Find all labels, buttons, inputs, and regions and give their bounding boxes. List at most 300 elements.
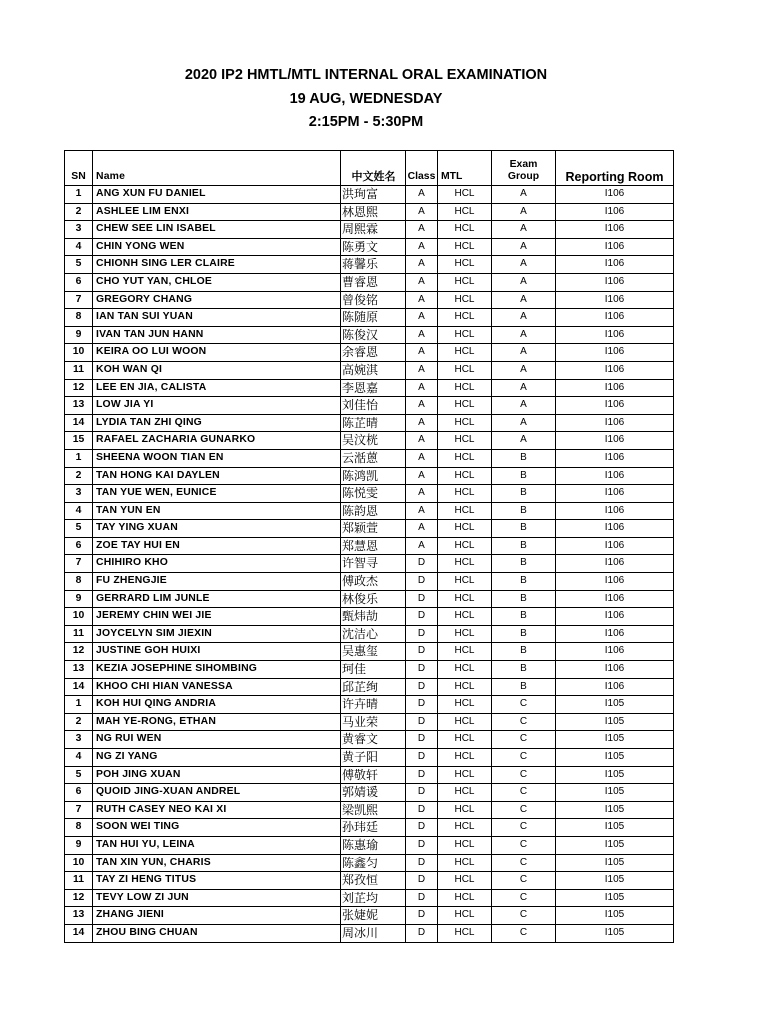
cell-reporting-room: I106 [556,379,674,397]
cell-chinese-name: 郭婧谖 [341,784,406,802]
cell-chinese-name: 郑慧恩 [341,537,406,555]
cell-exam-group: A [492,432,556,450]
cell-name: TAN HUI YU, LEINA [93,836,341,854]
cell-class: A [406,344,438,362]
cell-exam-group: B [492,502,556,520]
cell-mtl: HCL [438,854,492,872]
cell-mtl: HCL [438,608,492,626]
cell-chinese-name: 张婕妮 [341,907,406,925]
table-row [65,836,674,854]
cell-reporting-room: I106 [556,590,674,608]
cell-reporting-room: I105 [556,872,674,890]
cell-sn: 2 [65,713,93,731]
cell-chinese-name: 傅政杰 [341,573,406,591]
cell-sn: 9 [65,836,93,854]
cell-name: KEIRA OO LUI WOON [93,344,341,362]
cell-class: D [406,643,438,661]
cell-mtl: HCL [438,924,492,942]
cell-reporting-room: I106 [556,432,674,450]
cell-class: D [406,713,438,731]
cell-name: TAN XIN YUN, CHARIS [93,854,341,872]
cell-class: D [406,924,438,942]
cell-chinese-name: 蒋馨乐 [341,256,406,274]
col-header-sn: SN [65,151,93,186]
cell-mtl: HCL [438,326,492,344]
cell-reporting-room: I106 [556,573,674,591]
cell-mtl: HCL [438,784,492,802]
cell-class: A [406,432,438,450]
cell-exam-group: A [492,256,556,274]
cell-sn: 1 [65,449,93,467]
cell-exam-group: A [492,203,556,221]
cell-chinese-name: 曹睿恩 [341,273,406,291]
cell-name: JOYCELYN SIM JIEXIN [93,625,341,643]
cell-class: D [406,766,438,784]
cell-exam-group: C [492,836,556,854]
cell-mtl: HCL [438,819,492,837]
cell-exam-group: B [492,590,556,608]
cell-sn: 9 [65,590,93,608]
cell-exam-group: C [492,731,556,749]
cell-class: D [406,608,438,626]
cell-class: A [406,273,438,291]
cell-class: D [406,907,438,925]
cell-mtl: HCL [438,186,492,204]
cell-sn: 13 [65,661,93,679]
cell-name: IVAN TAN JUN HANN [93,326,341,344]
cell-reporting-room: I106 [556,309,674,327]
cell-chinese-name: 梁凯熙 [341,801,406,819]
cell-sn: 5 [65,766,93,784]
table-row [65,203,674,221]
cell-exam-group: A [492,344,556,362]
cell-reporting-room: I105 [556,713,674,731]
cell-chinese-name: 陈惠瑜 [341,836,406,854]
cell-chinese-name: 甄炜劼 [341,608,406,626]
cell-reporting-room: I106 [556,256,674,274]
cell-exam-group: C [492,713,556,731]
cell-name: FU ZHENGJIE [93,573,341,591]
cell-chinese-name: 陈芷晴 [341,414,406,432]
cell-mtl: HCL [438,520,492,538]
cell-class: A [406,537,438,555]
cell-chinese-name: 孙玮廷 [341,819,406,837]
cell-sn: 15 [65,432,93,450]
cell-class: D [406,696,438,714]
cell-class: A [406,467,438,485]
cell-sn: 2 [65,203,93,221]
cell-reporting-room: I106 [556,361,674,379]
cell-chinese-name: 邱芷绚 [341,678,406,696]
cell-reporting-room: I106 [556,273,674,291]
cell-class: A [406,291,438,309]
cell-class: A [406,361,438,379]
cell-class: A [406,309,438,327]
cell-class: D [406,590,438,608]
cell-reporting-room: I105 [556,801,674,819]
cell-class: A [406,485,438,503]
cell-chinese-name: 周冰川 [341,924,406,942]
cell-mtl: HCL [438,467,492,485]
cell-class: A [406,502,438,520]
cell-exam-group: B [492,520,556,538]
cell-exam-group: A [492,186,556,204]
cell-reporting-room: I106 [556,203,674,221]
cell-mtl: HCL [438,273,492,291]
table-row [65,573,674,591]
table-row [65,186,674,204]
cell-name: CHIONH SING LER CLAIRE [93,256,341,274]
cell-exam-group: B [492,555,556,573]
cell-name: GREGORY CHANG [93,291,341,309]
cell-reporting-room: I106 [556,625,674,643]
cell-exam-group: B [492,643,556,661]
table-body [65,186,674,943]
cell-name: CHO YUT YAN, CHLOE [93,273,341,291]
cell-name: ZHOU BING CHUAN [93,924,341,942]
cell-chinese-name: 黄睿文 [341,731,406,749]
cell-reporting-room: I106 [556,221,674,239]
cell-chinese-name: 刘佳怡 [341,397,406,415]
table-row [65,696,674,714]
cell-sn: 3 [65,485,93,503]
col-header-reporting-room: Reporting Room [556,151,674,186]
cell-class: D [406,661,438,679]
cell-sn: 1 [65,696,93,714]
table-row [65,502,674,520]
cell-exam-group: C [492,784,556,802]
cell-exam-group: C [492,907,556,925]
col-header-mtl: MTL [438,151,492,186]
cell-reporting-room: I106 [556,485,674,503]
cell-name: CHEW SEE LIN ISABEL [93,221,341,239]
cell-mtl: HCL [438,485,492,503]
col-header-chinese-name: 中文姓名 [341,151,406,186]
table-row [65,309,674,327]
cell-chinese-name: 黄子阳 [341,749,406,767]
table-row [65,485,674,503]
cell-mtl: HCL [438,414,492,432]
cell-name: IAN TAN SUI YUAN [93,309,341,327]
cell-mtl: HCL [438,749,492,767]
cell-name: JEREMY CHIN WEI JIE [93,608,341,626]
cell-class: A [406,256,438,274]
cell-class: A [406,238,438,256]
cell-exam-group: A [492,361,556,379]
cell-chinese-name: 陈随原 [341,309,406,327]
cell-exam-group: C [492,924,556,942]
cell-name: LYDIA TAN ZHI QING [93,414,341,432]
cell-mtl: HCL [438,555,492,573]
col-header-exam-group [492,151,556,186]
table-row [65,449,674,467]
cell-exam-group: A [492,379,556,397]
cell-exam-group: C [492,801,556,819]
cell-exam-group: B [492,573,556,591]
table-row [65,889,674,907]
cell-class: D [406,784,438,802]
cell-sn: 6 [65,537,93,555]
cell-class: A [406,221,438,239]
cell-exam-group: B [492,467,556,485]
table-row [65,625,674,643]
cell-name: KOH WAN QI [93,361,341,379]
cell-mtl: HCL [438,889,492,907]
table-row [65,854,674,872]
cell-reporting-room: I105 [556,731,674,749]
cell-class: D [406,889,438,907]
cell-exam-group: B [492,449,556,467]
cell-sn: 9 [65,326,93,344]
cell-chinese-name: 林俊乐 [341,590,406,608]
cell-reporting-room: I105 [556,836,674,854]
cell-reporting-room: I105 [556,854,674,872]
table-row [65,643,674,661]
cell-reporting-room: I106 [556,397,674,415]
cell-class: A [406,379,438,397]
cell-name: LOW JIA YI [93,397,341,415]
cell-class: A [406,449,438,467]
cell-name: LEE EN JIA, CALISTA [93,379,341,397]
cell-class: D [406,573,438,591]
table-row [65,713,674,731]
cell-sn: 14 [65,414,93,432]
cell-sn: 8 [65,819,93,837]
cell-class: A [406,326,438,344]
cell-mtl: HCL [438,238,492,256]
cell-sn: 14 [65,924,93,942]
cell-exam-group: B [492,661,556,679]
cell-mtl: HCL [438,625,492,643]
cell-mtl: HCL [438,731,492,749]
cell-chinese-name: 刘芷均 [341,889,406,907]
table-row [65,661,674,679]
table-row [65,749,674,767]
cell-reporting-room: I106 [556,238,674,256]
table-row [65,273,674,291]
cell-class: A [406,520,438,538]
cell-reporting-room: I106 [556,449,674,467]
cell-chinese-name: 傅敬轩 [341,766,406,784]
cell-chinese-name: 沈洁心 [341,625,406,643]
col-header-exam-group-line2: Group [507,171,540,182]
cell-exam-group: C [492,766,556,784]
table-row [65,291,674,309]
cell-reporting-room: I105 [556,749,674,767]
cell-exam-group: C [492,696,556,714]
cell-name: TAY ZI HENG TITUS [93,872,341,890]
cell-class: D [406,872,438,890]
table-row [65,907,674,925]
cell-chinese-name: 吴惠玺 [341,643,406,661]
cell-exam-group: A [492,397,556,415]
cell-reporting-room: I105 [556,784,674,802]
cell-name: QUOID JING-XUAN ANDREL [93,784,341,802]
cell-reporting-room: I106 [556,678,674,696]
cell-sn: 14 [65,678,93,696]
cell-mtl: HCL [438,379,492,397]
table-row [65,537,674,555]
table-row [65,924,674,942]
cell-exam-group: B [492,485,556,503]
cell-chinese-name: 高婉淇 [341,361,406,379]
cell-sn: 7 [65,291,93,309]
cell-chinese-name: 许智寻 [341,555,406,573]
cell-mtl: HCL [438,203,492,221]
table-row [65,414,674,432]
cell-name: SHEENA WOON TIAN EN [93,449,341,467]
cell-sn: 10 [65,608,93,626]
cell-exam-group: A [492,326,556,344]
cell-exam-group: C [492,872,556,890]
cell-sn: 4 [65,749,93,767]
cell-class: D [406,836,438,854]
cell-reporting-room: I106 [556,608,674,626]
cell-class: D [406,801,438,819]
cell-reporting-room: I106 [556,661,674,679]
cell-chinese-name: 陈鸿凯 [341,467,406,485]
document-header [0,64,732,135]
cell-exam-group: C [492,854,556,872]
cell-class: D [406,625,438,643]
cell-chinese-name: 陈俊汉 [341,326,406,344]
cell-chinese-name: 李恩嘉 [341,379,406,397]
cell-mtl: HCL [438,361,492,379]
cell-name: ZHANG JIENI [93,907,341,925]
cell-reporting-room: I105 [556,696,674,714]
cell-mtl: HCL [438,643,492,661]
table-row [65,520,674,538]
cell-mtl: HCL [438,502,492,520]
cell-name: NG ZI YANG [93,749,341,767]
cell-chinese-name: 郑孜恒 [341,872,406,890]
table-row [65,361,674,379]
cell-mtl: HCL [438,590,492,608]
cell-name: TAN HONG KAI DAYLEN [93,467,341,485]
cell-class: A [406,414,438,432]
exam-title: 2020 IP2 HMTL/MTL INTERNAL ORAL EXAMINATION [184,67,548,83]
cell-reporting-room: I106 [556,344,674,362]
cell-exam-group: A [492,273,556,291]
cell-reporting-room: I105 [556,907,674,925]
cell-reporting-room: I105 [556,766,674,784]
cell-chinese-name: 许卉晴 [341,696,406,714]
cell-chinese-name: 珂佳 [341,661,406,679]
col-header-class: Class [406,151,438,186]
table-row [65,766,674,784]
cell-reporting-room: I106 [556,467,674,485]
cell-sn: 11 [65,625,93,643]
cell-mtl: HCL [438,309,492,327]
cell-mtl: HCL [438,449,492,467]
cell-class: D [406,731,438,749]
cell-chinese-name: 林恩熙 [341,203,406,221]
cell-sn: 3 [65,731,93,749]
table-row [65,467,674,485]
cell-sn: 4 [65,238,93,256]
cell-exam-group: A [492,291,556,309]
cell-sn: 12 [65,379,93,397]
cell-name: KHOO CHI HIAN VANESSA [93,678,341,696]
cell-chinese-name: 云湉蒽 [341,449,406,467]
cell-class: A [406,203,438,221]
cell-reporting-room: I106 [556,520,674,538]
cell-name: CHIHIRO KHO [93,555,341,573]
cell-chinese-name: 陈韵恩 [341,502,406,520]
cell-name: SOON WEI TING [93,819,341,837]
cell-name: ZOE TAY HUI EN [93,537,341,555]
cell-mtl: HCL [438,256,492,274]
cell-name: MAH YE-RONG, ETHAN [93,713,341,731]
cell-reporting-room: I106 [556,643,674,661]
cell-exam-group: A [492,414,556,432]
cell-name: ANG XUN FU DANIEL [93,186,341,204]
table-row [65,590,674,608]
table-row [65,731,674,749]
cell-chinese-name: 余睿恩 [341,344,406,362]
cell-exam-group: A [492,309,556,327]
table-row [65,872,674,890]
cell-mtl: HCL [438,907,492,925]
cell-class: A [406,186,438,204]
cell-name: POH JING XUAN [93,766,341,784]
table-row [65,221,674,239]
cell-sn: 6 [65,273,93,291]
cell-name: RAFAEL ZACHARIA GUNARKO [93,432,341,450]
cell-name: RUTH CASEY NEO KAI XI [93,801,341,819]
cell-name: KEZIA JOSEPHINE SIHOMBING [93,661,341,679]
table-row [65,784,674,802]
cell-name: NG RUI WEN [93,731,341,749]
exam-time: 2:15PM - 5:30PM [308,114,424,130]
cell-reporting-room: I105 [556,924,674,942]
cell-reporting-room: I106 [556,291,674,309]
table-row [65,397,674,415]
cell-mtl: HCL [438,836,492,854]
cell-sn: 7 [65,801,93,819]
table-row [65,678,674,696]
cell-sn: 6 [65,784,93,802]
cell-sn: 13 [65,907,93,925]
cell-name: JUSTINE GOH HUIXI [93,643,341,661]
cell-chinese-name: 吴汶桄 [341,432,406,450]
cell-exam-group: C [492,889,556,907]
cell-exam-group: C [492,749,556,767]
cell-reporting-room: I106 [556,537,674,555]
cell-sn: 11 [65,361,93,379]
cell-mtl: HCL [438,573,492,591]
cell-sn: 5 [65,520,93,538]
table-row [65,801,674,819]
cell-mtl: HCL [438,432,492,450]
cell-sn: 12 [65,643,93,661]
cell-chinese-name: 马业荣 [341,713,406,731]
cell-exam-group: C [492,819,556,837]
table-row [65,326,674,344]
cell-reporting-room: I106 [556,186,674,204]
cell-reporting-room: I106 [556,555,674,573]
cell-sn: 8 [65,309,93,327]
cell-mtl: HCL [438,713,492,731]
cell-class: D [406,749,438,767]
cell-mtl: HCL [438,766,492,784]
cell-chinese-name: 陈勇文 [341,238,406,256]
cell-chinese-name: 周熙霖 [341,221,406,239]
cell-sn: 1 [65,186,93,204]
cell-name: ASHLEE LIM ENXI [93,203,341,221]
cell-exam-group: B [492,678,556,696]
cell-name: TAN YUE WEN, EUNICE [93,485,341,503]
